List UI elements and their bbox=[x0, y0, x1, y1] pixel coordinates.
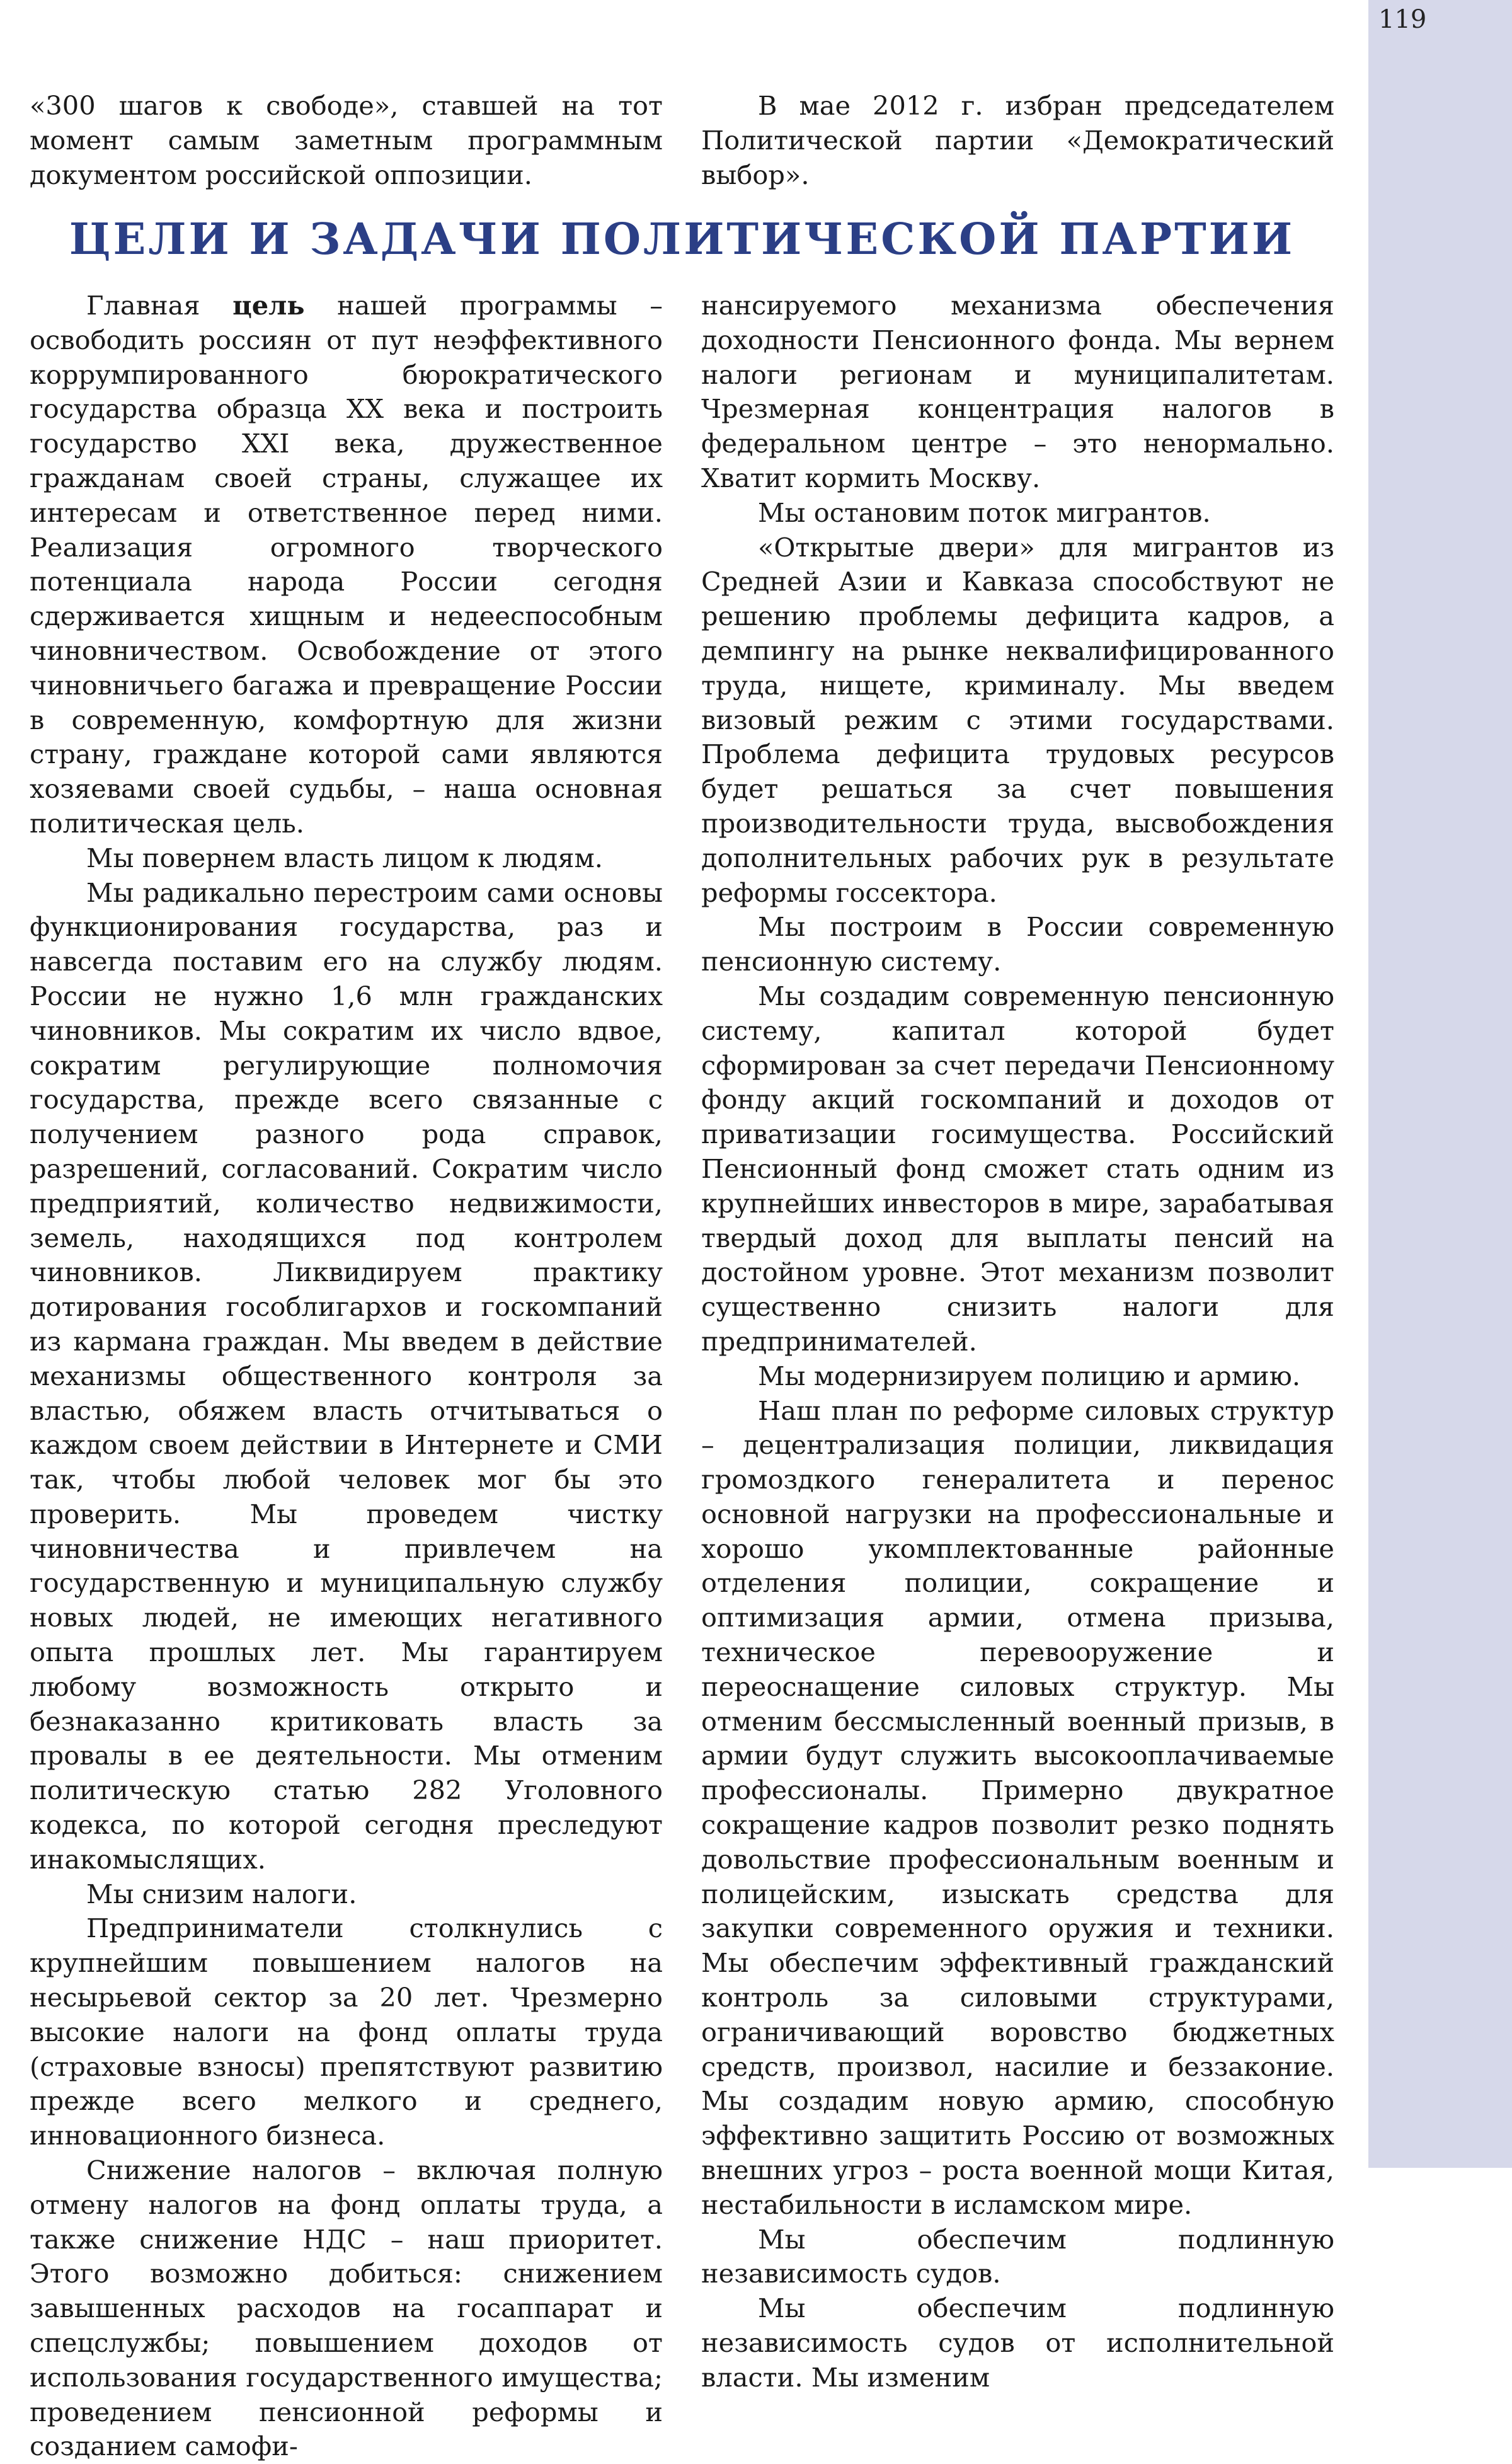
paragraph: Мы радикально перестроим сами основы функционирования государства, раз и навсегда поставим его на службу людям. России не нужно 1,6 млн гражданских чиновников. Мы сократим их число вдвое, сократим регулирующие полномочия государства, прежде всего связанные с получением разного рода справок, разрешений, согласований. Сократим число предприятий, количество недвижимости, земель, находящихся под контролем чиновников. Ликвидируем практику дотирования гособлигархов и госкомпаний из кармана граждан. Мы введем в действие механизмы общественного контроля за властью, обяжем власть отчитываться о каждом своем действии в Интернете и СМИ так, чтобы любой человек мог бы это проверить. Мы проведем чистку чиновничества и привлечем на государственную и муниципальную службу новых людей, не имеющих негативного опыта прошлых лет. Мы гарантируем любому возможность открыто и безнаказанно критиковать власть за провалы в ее деятельности. Мы отменим политическую статью 282 Уголовного кодекса, по которой сегодня преследуют инакомыслящих. bbox=[30, 877, 663, 1875]
intro-column-right bbox=[701, 89, 1334, 192]
paragraph: Мы создадим современную пенсионную систему, капитал которой будет сформирован за счет передачи Пенсионному фонду акций госкомпаний и доходов от приватизации госимущества. Российский Пенсионный фонд сможет стать одним из крупнейших инвесторов в мире, зарабатывая твердый доход для выплаты пенсий на достойном уровне. Этот механизм позволит существенно снизить налоги для предпринимателей. bbox=[701, 980, 1334, 1357]
paragraph: Предприниматели столкнулись с крупнейшим повышением налогов на несырьевой сектор за 20 лет. Чрезмерно высокие налоги на фонд оплаты труда (страховые взносы) препятствуют развитию прежде всего мелкого и среднего, инновационного бизнеса. bbox=[30, 1913, 663, 2151]
paragraph-goal-rest: нашей программы – освободить россиян от пут неэффективного коррумпированного бюрократического государства образца XX века и построить государство XXI века, дружественное гражданам своей страны, служащее их интересам и ответственное перед ними. Реализация огромного творческого потенциала народа России сегодня сдерживается хищным и недееспособным чиновничеством. Освобождение от этого чиновничьего багажа и превращение России в современную, комфортную для жизни страну, граждане которой сами являются хозяевами своей судьбы, – наша основная политическая цель. bbox=[30, 290, 663, 839]
paragraph-goal bbox=[30, 289, 663, 841]
paragraph: Мы остановим поток мигрантов. bbox=[758, 497, 1211, 528]
goal-keyword: цель bbox=[232, 290, 305, 321]
body-column-right bbox=[701, 289, 1334, 2395]
intro-right-paragraph: В мае 2012 г. избран председателем Политической партии «Демократический выбор». bbox=[701, 90, 1334, 190]
paragraph: Наш план по реформе силовых структур – децентрализация полиции, ликвидация громоздкого генералитета и перенос основной нагрузки на профессиональные и хорошо укомплектованные районные отделения полиции, сокращение и оптимизация армии, отмена призыва, техническое перевооружение и переоснащение силовых структур. Мы отменим бессмысленный военный призыв, в армии будут служить высокооплачиваемые профессионалы. Примерно двукратное сокращение кадров позволит резко поднять довольствие профессиональным военным и полицейским, изыскать средства для закупки современного оружия и техники. Мы обеспечим эффективный гражданский контроль за силовыми структурами, ограничивающий воровство бюджетных средств, произвол, насилие и беззаконие. Мы создадим новую армию, способную эффективно защитить Россию от возможных внешних угроз – роста военной мощи Китая, нестабильности в исламском мире. bbox=[701, 1395, 1334, 2220]
paragraph: Мы повернем власть лицом к людям. bbox=[86, 842, 603, 873]
body-column-left bbox=[30, 289, 663, 2464]
side-margin-strip bbox=[1368, 0, 1512, 2168]
page-number: 119 bbox=[1378, 5, 1427, 34]
section-title: ЦЕЛИ И ЗАДАЧИ ПОЛИТИЧЕСКОЙ ПАРТИИ bbox=[69, 214, 1295, 265]
paragraph-continuation: нансируемого механизма обеспечения доходности Пенсионного фонда. Мы вернем налоги регионам и муниципалитетам. Чрезмерная концентрация налогов в федеральном центре – это ненормально. Хватит кормить Москву. bbox=[701, 290, 1334, 493]
paragraph: Снижение налогов – включая полную отмену налогов на фонд оплаты труда, а также снижение НДС – наш приоритет. Этого возможно добиться: снижением завышенных расходов на госаппарат и спецслужбы; повышением доходов от использования государственного имущества; проведением пенсионной реформы и созданием самофи- bbox=[30, 2155, 663, 2462]
paragraph-goal-start: Главная bbox=[86, 290, 233, 321]
intro-left-paragraph: «300 шагов к свободе», ставшей на тот момент самым заметным программным документом российской оппозиции. bbox=[30, 90, 663, 190]
intro-column-left bbox=[30, 89, 663, 192]
paragraph: Мы модернизируем полицию и армию. bbox=[758, 1360, 1301, 1391]
paragraph: «Открытые двери» для мигрантов из Средней Азии и Кавказа способствуют не решению проблемы дефицита кадров, а демпингу на рынке неквалифицированного труда, нищете, криминалу. Мы введем визовый режим с этими государствами. Проблема дефицита трудовых ресурсов будет решаться за счет повышения производительности труда, высвобождения дополнительных рабочих рук в результате реформы госсектора. bbox=[701, 531, 1334, 908]
paragraph: Мы построим в России современную пенсионную систему. bbox=[701, 911, 1334, 977]
paragraph: Мы обеспечим подлинную независимость судов от исполнительной власти. Мы изменим bbox=[701, 2293, 1334, 2393]
paragraph: Мы снизим налоги. bbox=[86, 1878, 357, 1909]
paragraph: Мы обеспечим подлинную независимость судов. bbox=[701, 2223, 1334, 2289]
